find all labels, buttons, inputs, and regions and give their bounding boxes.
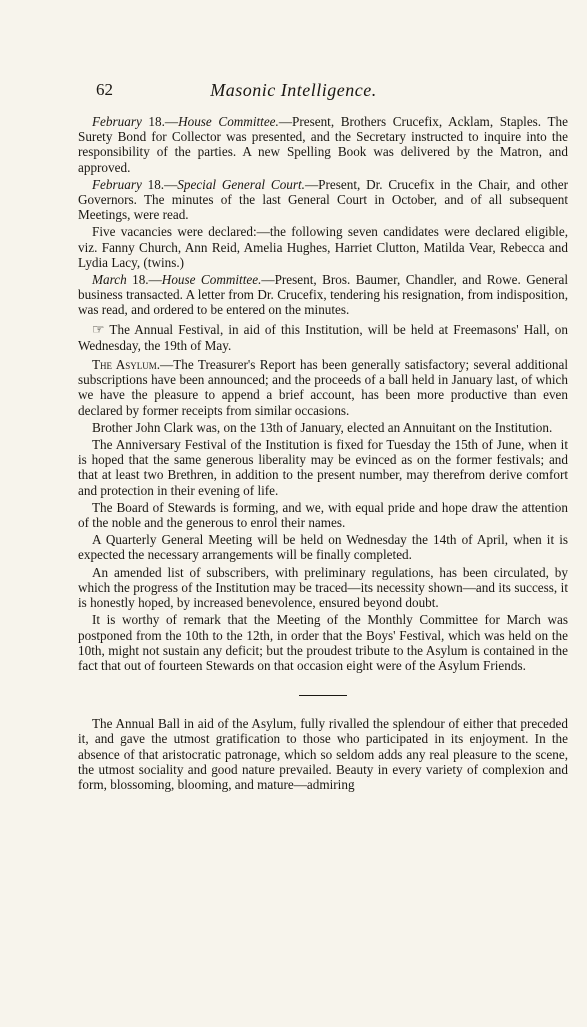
paragraph-anniversary-festival: The Anniversary Festival of the Institution is fixed for Tuesday the 15th of June, when it is hoped that the same generous liberality may be evinced as on the former festivals; and that at least two Brethren, in addition to the present number, may therefrom derive comfort and protection in their evening of life.: [78, 437, 568, 498]
paragraph-board-of-stewards: The Board of Stewards is forming, and we, with equal pride and hope draw the attention of the noble and the generous to enrol their names.: [78, 499, 568, 531]
entry-day: 18.—: [141, 114, 179, 129]
paragraph-quarterly-meeting: A Quarterly General Meeting will be held on Wednesday the 14th of April, when it is expected the necessary arrangements will be finally completed.: [78, 532, 568, 563]
entry-title: House Committee.: [178, 114, 279, 129]
page-header: [0, 80, 587, 104]
entry-day: 18.—: [126, 272, 162, 288]
article-body: [78, 114, 568, 794]
paragraph-march-house-committee: [78, 272, 568, 318]
paragraph-annual-ball: The Annual Ball in aid of the Asylum, fully rivalled the splendour of either that preceded it, and gave the utmost gratification to those who participated in its enjoyment. In the absence of that aristocratic patronage, which so seldom adds any real pleasure to the scene, the utmost sociality and good nature prevailed. Beauty in every variety of complexion and form, blossoming, blooming, and mature—admiring: [78, 716, 568, 792]
entry-date: February: [92, 176, 142, 192]
paragraph-the-asylum: [78, 357, 568, 418]
entry-date: February: [92, 114, 142, 129]
entry-text: —The Treasurer's Report has been generally satisfactory; several additional subscriptions have been announced; and the proceeds of a ball held in January last, of which we have the pleasure to append a brief account, has been more productive than even declared by former receipts from similar occasions.: [78, 357, 568, 418]
entry-date: March: [92, 272, 127, 288]
section-divider: [299, 695, 347, 696]
pointing-hand-icon: ☞: [92, 322, 105, 338]
section-label: The Asylum.: [92, 357, 161, 373]
entry-title: Special General Court.: [177, 176, 305, 192]
paragraph-monthly-committee: It is worthy of remark that the Meeting of the Monthly Committee for March was postponed from the 10th to the 12th, in order that the Boys' Festival, which was held on the 10th, might not sustain any deficit; but the proudest tribute to the Asylum is contained in the fact that out of fourteen Stewards on that occasion eight were of the Asylum Friends.: [78, 612, 568, 673]
paragraph-subscribers-list: An amended list of subscribers, with preliminary regulations, has been circulated, by which the progress of the Institution may be traced—its necessity shown—and its success, it is honestly hoped, by increased benevolence, ensured beyond doubt.: [78, 564, 568, 611]
entry-day: 18.—: [141, 176, 178, 192]
entry-text: —Present, Brothers Crucefix, Acklam, Staples. The Surety Bond for Collector was presented, and the Secretary instructed to inquire into the responsibility of the parties. A new Spelling Book was delivered by the Matron, and approved.: [78, 114, 568, 175]
entry-text: The Annual Festival, in aid of this Institution, will be held at Freemasons' Hall, on Wednesday, the 19th of May.: [78, 321, 568, 353]
page-number: 62: [96, 80, 113, 99]
entry-text: —Present, Bros. Baumer, Chandler, and Rowe. General business transacted. A letter from Dr. Crucefix, tendering his resignation, from indisposition, was read, and ordered to be entered on the minutes.: [78, 272, 568, 318]
paragraph-feb-special-court: [78, 177, 568, 223]
entry-title: House Committee.: [161, 272, 262, 288]
paragraph-annuitant: Brother John Clark was, on the 13th of January, elected an Annuitant on the Institution.: [92, 419, 553, 435]
paragraph-annual-festival: [78, 322, 568, 353]
entry-text: —Present, Dr. Crucefix in the Chair, and other Governors. The minutes of the last General Court in October, and of all subsequent Meetings, were read.: [78, 176, 569, 223]
paragraph-vacancies: Five vacancies were declared:—the following seven candidates were declared eligible, viz. Fanny Church, Ann Reid, Amelia Hughes, Harriet Clutton, Matilda Vear, Rebecca and Lydia Lacy, (twins.): [78, 224, 568, 270]
paragraph-feb-house-committee: [78, 114, 568, 175]
running-head: Masonic Intelligence.: [210, 80, 377, 100]
